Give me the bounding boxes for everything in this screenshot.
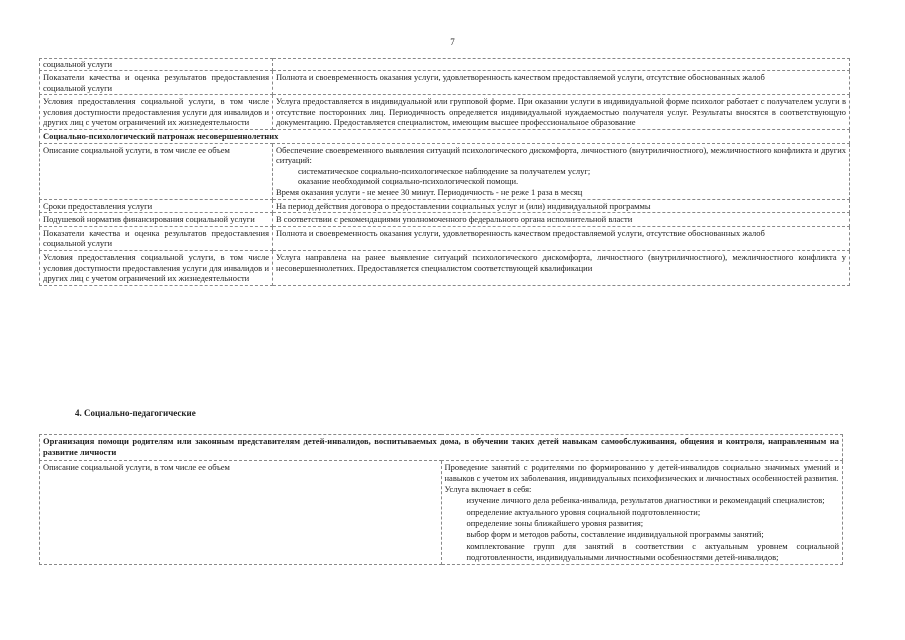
list-item: оказание необходимой социально-психологической помощи. <box>298 176 519 187</box>
table-row <box>40 226 850 250</box>
row-value <box>273 213 850 227</box>
row-value-text: На период действия договора о предоставлении социальных услуг и (или) индивидуальной программы <box>276 200 651 211</box>
row-label: Условия предоставления социальной услуги, в том числе условия доступности предоставления услуги для инвалидов и других лиц с учетом ограничений их жизнедеятельности <box>40 250 273 285</box>
row-value <box>273 71 850 95</box>
table-row <box>40 143 850 199</box>
section-header: Социально-психологический патронаж несовершеннолетних <box>40 129 850 143</box>
row-value <box>273 226 850 250</box>
row-value-text: В соответствии с рекомендациями уполномоченного федерального органа исполнительной власти <box>276 214 633 225</box>
description-lead: Услуга включает в себя: <box>444 484 532 495</box>
row-value <box>273 143 850 199</box>
description-outro: Время оказания услуги - не менее 30 минут. Периодичность - не реже 1 раза в месяц <box>276 186 583 197</box>
table-row <box>40 460 843 565</box>
services-table-pedagogical <box>39 434 843 565</box>
list-item: систематическое социально-психологическое наблюдение за получателем услуг; <box>298 165 591 176</box>
row-label: Показатели качества и оценка результатов предоставления социальной услуги <box>40 71 273 95</box>
list-item: определение зоны ближайшего уровня развития; <box>466 518 644 529</box>
section-header-row <box>40 129 850 143</box>
row-value <box>273 250 850 285</box>
row-value-text: Услуга предоставляется в индивидуальной или групповой форме. При оказании услуги в индивидуальной форме психолог работает с получателем услуги в отсутствие посторонних лиц. Периодичность определяется индивидуальной нуждаемостью получателя услуг. Результаты вносятся в соответствующую документацию. Предоставляется специалистом, имеющим высшее профессиональное образование <box>276 96 846 128</box>
list-item: выбор форм и методов работы, составление индивидуальной программы занятий; <box>466 529 764 540</box>
table-row <box>40 213 850 227</box>
row-label: Условия предоставления социальной услуги, в том числе условия доступности предоставления услуги для инвалидов и других лиц с учетом ограничений их жизнедеятельности <box>40 95 273 130</box>
row-value-text: Полнота и своевременность оказания услуги, удовлетворенность качеством предоставляемой услуги, отсутствие обоснованных жалоб <box>276 72 765 82</box>
row-label: социальной услуги <box>40 59 273 71</box>
page-number: 7 <box>450 37 455 47</box>
description-intro: Обеспечение своевременного выявления ситуаций психологического дискомфорта, личностного (внутриличностного), межличностного конфликта и других ситуаций: <box>276 144 846 166</box>
row-value-text: Услуга направлена на ранее выявление ситуаций психологического дискомфорта, личностного (внутриличностного), межличностного конфликта у несовершеннолетних. Предоставляется специалистом соответствующей квалификации <box>276 251 846 273</box>
section-header: Организация помощи родителям или законным представителям детей-инвалидов, воспитываемых дома, в обучении таких детей навыкам самообслуживания, общения и контроля, направленным на развитие личности <box>40 435 843 461</box>
row-label: Описание социальной услуги, в том числе ее объем <box>40 143 273 199</box>
row-value <box>441 460 843 565</box>
description-intro: Проведение занятий с родителями по формированию у детей-инвалидов социально значимых умений и навыков с учетом их заболевания, индивидуальных психофизических и личностных особенностей развития. <box>444 461 839 483</box>
row-value <box>273 199 850 213</box>
list-item: изучение личного дела ребенка-инвалида, результатов диагностики и рекомендаций специалистов; <box>466 495 825 506</box>
table-row <box>40 250 850 285</box>
list-item: определение актуального уровня социальной подготовленности; <box>466 506 701 517</box>
row-label: Подушевой норматив финансирования социальной услуги <box>40 213 273 227</box>
row-value-text: Полнота и своевременность оказания услуги, удовлетворенность качеством предоставляемой услуги, отсутствие обоснованных жалоб <box>276 227 765 238</box>
row-label: Сроки предоставления услуги <box>40 199 273 213</box>
row-value <box>273 95 850 130</box>
row-label: Показатели качества и оценка результатов предоставления социальной услуги <box>40 226 273 250</box>
table-row <box>40 59 850 71</box>
row-value <box>273 59 850 71</box>
section-header-row <box>40 435 843 461</box>
row-label: Описание социальной услуги, в том числе ее объем <box>40 460 442 565</box>
table-row <box>40 71 850 95</box>
table-row <box>40 95 850 130</box>
section-title: 4. Социально-педагогические <box>75 408 196 418</box>
list-item: комплектование групп для занятий в соответствии с актуальным уровнем социальной подготовленности, индивидуальными личностными особенностями детей-инвалидов; <box>466 540 839 562</box>
table-row <box>40 199 850 213</box>
services-table-psychological <box>39 58 850 286</box>
